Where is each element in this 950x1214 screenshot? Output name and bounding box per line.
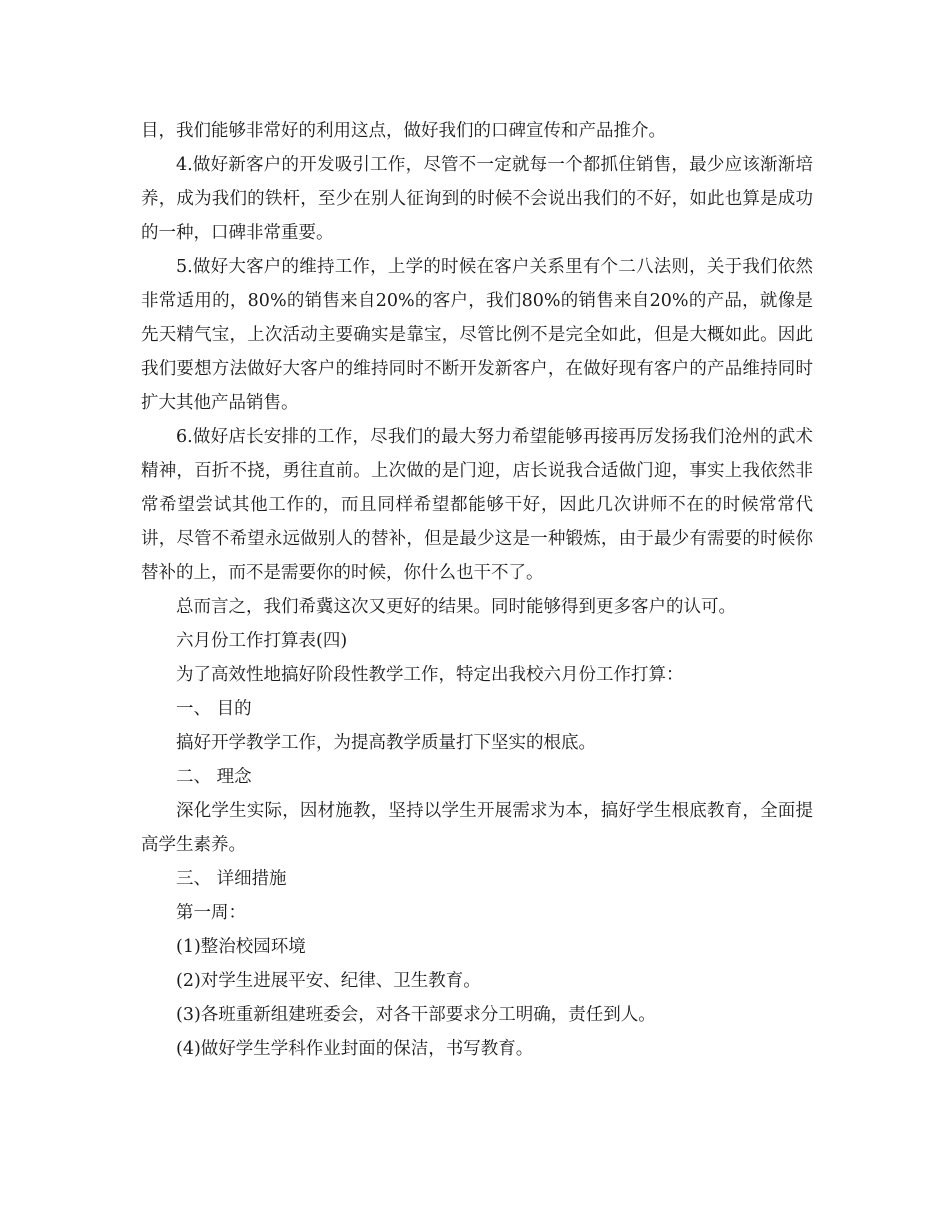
paragraph: 搞好开学教学工作，为提高教学质量打下坚实的根底。 [176,733,596,753]
list-item: (3)各班重新组建班委会，对各干部要求分工明确，责任到人。 [176,1005,656,1025]
list-item: (1)整治校园环境 [176,937,306,957]
list-heading: 第一周： [176,903,246,923]
paragraph: 4.做好新客户的开发吸引工作，尽管不一定就每一个都抓住销售，最少应该渐渐培养，成为我们的铁杆，至少在别人征询到的时候不会说出我们的不好，如此也算是成功的一种，口碑非常重要。 [141,155,813,243]
section-title: 六月份工作打算表(四) [176,631,348,651]
list-item: (4)做好学生学科作业封面的保洁，书写教育。 [176,1039,534,1059]
section-heading: 一、 目的 [176,699,252,719]
paragraph: 5.做好大客户的维持工作，上学的时候在客户关系里有个二八法则，关于我们依然非常适用的，80%的销售来自20%的客户，我们80%的销售来自20%的产品，就像是先天精气宝，上次活动主要确实是靠宝，尽管比例不是完全如此，但是大概如此。因此我们要想方法做好大客户的维持同时不断开发新客户，在做好现有客户的产品维持同时扩大其他产品销售。 [141,257,813,413]
paragraph: 6.做好店长安排的工作，尽我们的最大努力希望能够再接再厉发扬我们沧州的武术精神，百折不挠，勇往直前。上次做的是门迎，店长说我合适做门迎，事实上我依然非常希望尝试其他工作的，而且同样希望都能够干好，因此几次讲师不在的时候常常代讲，尽管不希望永远做别人的替补，但是最少这是一种锻炼，由于最少有需要的时候你替补的上，而不是需要你的时候，你什么也干不了。 [141,427,813,583]
document-body [141,114,813,1066]
section-heading: 三、 详细措施 [176,869,287,889]
paragraph: 为了高效性地搞好阶段性教学工作，特定出我校六月份工作打算： [176,665,684,685]
paragraph: 目，我们能够非常好的利用这点，做好我们的口碑宣传和产品推介。 [141,121,666,141]
paragraph: 总而言之，我们希冀这次又更好的结果。同时能够得到更多客户的认可。 [176,597,736,617]
list-item: (2)对学生进展平安、纪律、卫生教育。 [176,971,481,991]
section-heading: 二、 理念 [176,767,252,787]
paragraph: 深化学生实际，因材施教，坚持以学生开展需求为本，搞好学生根底教育，全面提高学生素养。 [141,801,813,855]
